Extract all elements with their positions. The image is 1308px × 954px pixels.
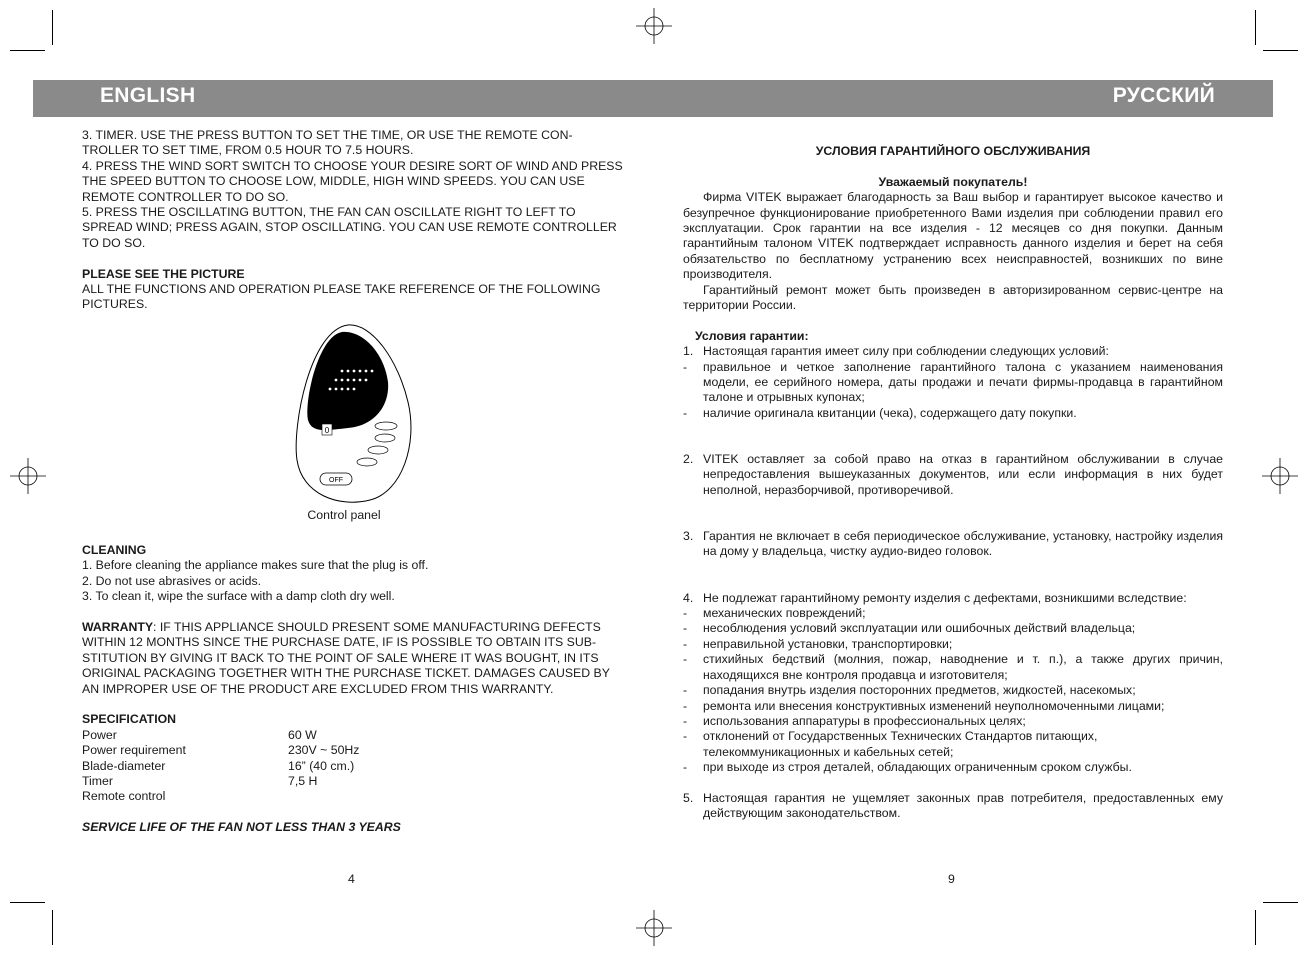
list-item: 4. Не подлежат гарантийному ремонту изделия с дефектами, возникшими вследствие: [683, 590, 1187, 605]
display-label: 0 [324, 426, 330, 435]
spec-label: Timer [82, 773, 113, 788]
list-item: - попадания внутрь изделия посторонних предметов, жидкостей, насекомых; [683, 683, 1136, 698]
spec-value: 230V ~ 50Hz [288, 743, 360, 758]
language-header-band [33, 80, 1273, 117]
list-item: 3. Гарантия не включает в себя периодическое обслуживание, установку, настройку изделия на дому у владельца, чистку аудио-видео головок. [683, 529, 1223, 559]
cleaning-item: 3. To clean it, wipe the surface with a damp cloth dry well. [82, 589, 395, 604]
list-item: - при выходе из строя деталей, обладающих ограниченным сроком службы. [683, 760, 1132, 775]
warranty-text: : IF THIS APPLIANCE SHOULD PRESENT SOME MANUFACTURING DEFECTS WITHIN 12 MONTHS SINCE THE PURCHASE DATE, IF IS POSSIBLE TO OBTAIN ITS SUB-STITUTION BY GIVING IT BACK TO THE POINT OF SALE WHERE IT WAS BOUGHT, IN ITS ORIGINAL PACKAGING TOGETHER WITH THE PURCHASE TICKET. DAMAGES CAUSED BY AN IMPROPER USE OF THE PRODUCT ARE EXCLUDED FROM THIS WARRANTY. [82, 619, 610, 696]
list-item: 2. VITEK оставляет за собой право на отказ в гарантийном обслуживании в случае непредоставления вышеуказанных документов, или если информация в них будет неполной, неразборчивой, противоречивой. [683, 452, 1223, 497]
list-item: - правильное и четкое заполнение гарантийного талона с указанием наименования модели, ее серийного номера, даты продажи и печати фирмы-продавца в гарантийном талоне и отрывных купонах; [683, 359, 1223, 405]
registration-mark-right [1262, 458, 1298, 494]
specification-heading: SPECIFICATION [82, 712, 177, 727]
registration-mark-bottom [636, 910, 672, 946]
registration-mark-top [636, 8, 672, 44]
spec-value [288, 789, 627, 804]
russian-column [683, 144, 1223, 822]
spec-label: Blade-diameter [82, 758, 166, 773]
figure-caption: Control panel [307, 508, 381, 522]
spec-value: 7,5 H [288, 773, 318, 788]
list-item: - несоблюдения условий эксплуатации или ошибочных действий владельца; [683, 621, 1136, 636]
warranty-title: УСЛОВИЯ ГАРАНТИЙНОГО ОБСЛУЖИВАНИЯ [815, 144, 1091, 158]
picture-paragraph: ALL THE FUNCTIONS AND OPERATION PLEASE TAKE REFERENCE OF THE FOLLOWING PICTURES. [82, 282, 601, 312]
spec-value: 60 W [288, 727, 317, 742]
cleaning-item: 2. Do not use abrasives or acids. [82, 573, 262, 588]
specification-table [82, 728, 627, 805]
list-item: - использования аппаратуры в профессиональных целях; [683, 713, 1026, 728]
warranty-paragraph [82, 620, 627, 697]
spec-label: Remote control [82, 789, 166, 804]
warranty-label: WARRANTY [82, 619, 154, 634]
service-paragraph: Гарантийный ремонт может быть произведен в авторизированном сервис-центре на территории России. [683, 282, 1223, 313]
service-life-note: SERVICE LIFE OF THE FAN NOT LESS THAN 3 YEARS [82, 820, 401, 835]
spec-label: Power requirement [82, 743, 186, 758]
registration-mark-left [10, 458, 46, 494]
off-label: OFF [329, 477, 343, 484]
list-item: - механических повреждений; [683, 606, 866, 621]
list-item: - отклонений от Государственных Технических Стандартов питающих, телекоммуникационных и кабельных сетей; [683, 729, 1098, 759]
picture-heading: PLEASE SEE THE PICTURE [82, 266, 245, 281]
list-item: - неправильной установки, транспортировки; [683, 636, 953, 651]
oscillate-paragraph: 5. PRESS THE OSCILLATING BUTTON, THE FAN CAN OSCILLATE RIGHT TO LEFT TO SPREAD WIND; PRESS AGAIN, STOP OSCILLATING. YOU CAN USE REMOTE CONTROLLER TO DO SO. [82, 205, 617, 250]
list-item: 5. Настоящая гарантия не ущемляет законных прав потребителя, предоставленных ему действующим законодательством. [683, 790, 1223, 821]
list-item: 1. Настоящая гарантия имеет силу при соблюдении следующих условий: [683, 344, 1109, 359]
conditions-heading: Условия гарантии: [695, 328, 809, 343]
russian-heading: РУССКИЙ [1112, 84, 1215, 107]
spec-value: 16” (40 cm.) [288, 758, 355, 773]
english-heading: ENGLISH [100, 84, 196, 107]
greeting: Уважаемый покупатель! [878, 174, 1028, 189]
wind-paragraph: 4. PRESS THE WIND SORT SWITCH TO CHOOSE YOUR DESIRE SORT OF WIND AND PRESS THE SPEED BUTTON TO CHOOSE LOW, MIDDLE, HIGH WIND SPEEDS. YOU CAN USE REMOTE CONTROLLER TO DO SO. [82, 158, 623, 204]
control-panel-illustration [290, 322, 420, 504]
timer-paragraph: 3. TIMER. USE THE PRESS BUTTON TO SET THE TIME, OR USE THE REMOTE CON-TROLLER TO SET TIME, FROM 0.5 HOUR TO 7.5 HOURS. [82, 128, 573, 158]
cleaning-item: 1. Before cleaning the appliance makes sure that the plug is off. [82, 558, 429, 573]
page-number-right: 9 [948, 872, 955, 886]
spec-label: Power [82, 727, 117, 742]
list-item: - ремонта или внесения конструктивных изменений неуполномоченными лицами; [683, 698, 1165, 713]
page-number-left: 4 [348, 872, 355, 886]
cleaning-heading: CLEANING [82, 542, 147, 557]
list-item: - наличие оригинала квитанции (чека), содержащего дату покупки. [683, 405, 1077, 420]
list-item: - стихийных бедствий (молния, пожар, наводнение и т. п.), а также других причин, находящихся вне контроля продавца и изготовителя; [683, 652, 1223, 682]
intro-paragraph: Фирма VITEK выражает благодарность за Ваш выбор и гарантирует высокое качество и безупречное функционирование приобретенного Вами изделия при соблюдении правил его эксплуатации. Срок гарантии на все изделия - 12 месяцев со дня покупки. Данным гарантийным талоном VITEK подтверждает исправность данного изделия и берет на себя обязательство по бесплатному устранению всех неисправностей, возникших по вине производителя. [683, 190, 1223, 282]
